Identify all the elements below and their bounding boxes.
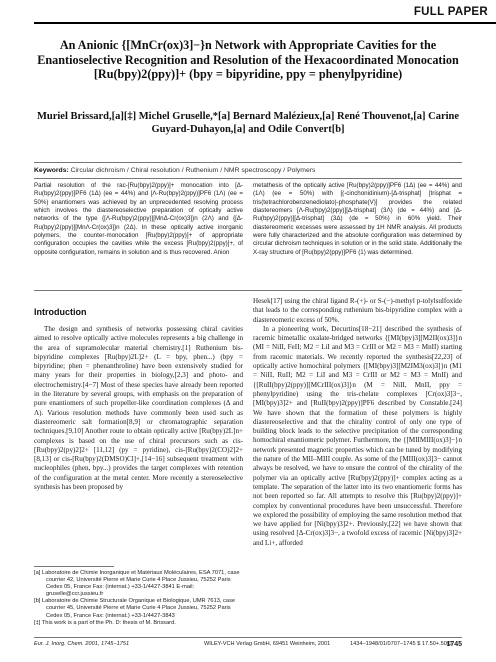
author-list: Muriel Brissard,[a][‡] Michel Gruselle,*[a] Bernard Malézieux,[a] René Thouvenot,[a] Carine Guyard-Duhayon,[a] and Odile Convert[b] [36,111,460,135]
footnote-a: [a] Laboratoire de Chimie Inorganique et Matériaux Moléculaires, ESA 7071, case courrier 42, Université Pierre et Marie Curie 4 Place Jussieu, 75252 Paris Cedex 05, France Fax: (internat.) +33-1/4427-3841 E-mail: gruselle@ccr.jussieu.fr [34,570,240,598]
keywords-rule [34,178,462,179]
keywords-text: Circular dichroism / Chiral resolution / Ruthenium / NMR spectroscopy / Polymers [70,167,316,174]
keywords-line [34,167,462,174]
paragraph: In a pioneering work, Decurtins[18−21] described the synthesis of racemic bimetallic oxalate-bridged networks {[MI(bpy)3][M2II(ox)3]}n (MI = NiII, FeII; M2 = LiI and M3 = CrIII or M2 = M3 = MnII) starting from racemic materials. We recently reported the synthesis[22,23] of optically active homochiral polymers {[MI(bpy)3][M2IM3(ox)3]}n (M1 = NiII, RuII; M2 = LiI and M3 = CrIII or M2 = M3 = MnII) and {[RuII(bpy)2(ppy)][MCrIII(ox)3]}n (M = NiII, MnII, ppy = phenylpyridine) using the tris-chelate complexes [Cr(ox)3]3−, [MI(bpy)3]2+ and [RuII(bpy)2(ppy)]PF6 described by Constable.[24] We have shown that the formation of these polymers is highly diastereoselective and that the chirality control of only one type of building block leads to the selective precipitation of the corresponding homochiral enantiomeric polymer. Furthermore, the {[MIIMIII(ox)3]−}n network presented magnetic properties which can be tuned by modifying the nature of the MII–MIII couple. As some of the [MIII(ox)3]3− cannot always be resolved, we have to ensure the control of the chirality of the polymer via an optically active [Ru(bpy)2(ppy)]+ complex acting as a template. The separation of the latter into its two enantiomeric forms has not been reported so far. All attempts to resolve this [Ru(bpy)2(ppy)]+ complex by conventional procedures have been unsuccessful. Therefore we explored the possibility of employing the same resolution method that we have applied for [Ni(bpy)3]2+. Previously,[22] we have shown that using resolved [Δ-Cr(ox)3]3−, a twofold excess of racemic [Ni(bpy)3]2+ and Li+, afforded [253,324,462,547]
abstract-right: metathesis of the optically active [Ru(bpy)2(ppy)]PF6 (1Δ) (ee = 44%) and (1Λ) (ee = 50%) with [(-cinchonidinium)-[Δ-trisphat] [trisphat = tris(tetrachlorobenzenediolato)-phosphate(V)] provides the related diastereomers [Λ-Ru(bpy)2(ppy)][Δ-trisphat] (3Λ) (de = 44%) and [Δ-Ru(bpy)2(ppy)][Δ-trisphat] (3Δ) (de = 50%) in 60% yield. Their diastereomeric excesses were assessed by 1H NMR analysis. All products were fully characterized and the absolute configuration was determined by circular dichroism techniques in solution or in the solid state. Additionally the X-ray structure of [Ru(bpy)2(ppy)]PF6 (1) was determined. [253,182,462,256]
paragraph: The design and synthesis of networks possessing chiral cavities aimed to resolve optically active molecules represents a big challenge in the area of supramolecular material chemistry.[1] Ruthenium bis-bipyridine complexes [Ru(bpy)2L]2+ (L = bpy, phen...) (bpy = bipyridine; phen = phenanthroline) have been extensively studied for many years for their properties in biology,[2,3] and photo- and electrochemistry.[4−7] Most of these species have already been reported in the literature by several groups, with emphasis on the preparation of pure enantiomers of such propeller-like coordination complexes (Δ and Λ). Various resolution methods have commonly been used such as diastereomeric salt formation[8,9] or chromatographic separation techniques.[9,10] Another route to obtain optically active [Ru(bpy)2L]n+ complexes is based on the use of chiral precursors such as cis-[Ru(bpy)2(py)2]2+ [11,12] (py = pyridine), cis-[Ru(bpy)2(CO)2]2+ [8,13] or cis-[Ru(bpy)2(DMSO)Cl]+,[14−16] subsequent treatment with nucleophiles (phen, bpy...) provides the target complexes with retention of the configuration at the metal center. More recently a stereoselective synthesis has been proposed by [34,325,243,492]
footnote-b: [b] Laboratoire de Chimie Structurale Organique et Biologique, UMR 7613, case courrier 45, Université Pierre et Marie Curie 4 Place Jussieu, 75252 Paris Cedex 05, France Fax: (internat.) +33-1/4427-3843 [34,598,236,619]
footnote-thesis: [‡] This work is a part of the Ph. D: thesis of M. Brissard. [34,619,176,626]
issn-line: 1434−1948/01/0707−1745 $ 17.50+.50/0 [350,641,452,647]
top-rule [34,162,462,163]
page-number: 1745 [446,641,462,648]
body-column-left [34,325,243,563]
abstract-left: Partial resolution of the rac-[Ru(bpy)2(ppy)]+ monocation into [Δ-Ru(bpy)2(ppy)]PF6 (1Δ) (ee = 44%) and [Λ-Ru(bpy)2(ppy)]PF6 (1Λ) (ee = 50%) enantiomers was achieved by an unprecedented resolving process which involves the diastereoselective preparation of optically active networks of the type {[Λ-Ru(bpy)2(ppy)][MnΔ-Cr(ox)3]}n (2Λ) and {[Δ-Ru(bpy)2(ppy)][MnΛ-Cr(ox)3]}n (2Δ). In these optically active inorganic polymers, the counter-monocation [Ru(bpy)2(ppy)]+ of appropriate configuration occupies the cavities while the excess [Ru(bpy)2(ppy)]+, of opposite configuration, remains in solution and is thus recovered. Anion [34,182,243,256]
journal-citation: Eur. J. Inorg. Chem. 2001, 1745−1751 [34,641,130,647]
body-column-right [253,297,462,633]
footer-rule [34,637,462,638]
footnote-rule [34,566,114,567]
publisher-line: WILEY-VCH Verlag GmbH, 69451 Weinheim, 2001 [204,641,331,647]
section-label: FULL PAPER [413,6,488,18]
section-heading-introduction: Introduction [34,307,87,317]
paper-title: An Anionic {[MnCr(ox)3]−}n Network with Appropriate Cavities for the Enantioselective Recognition and Resolution of the Hexacoordinated Monocation [Ru(bpy)2(ppy)]+ (bpy = bipyridine, ppy = phenylpyridine) [37,38,459,81]
header-bar [34,6,496,24]
keywords-label: Keywords: [34,167,69,174]
footnotes [34,570,243,627]
abstract-rule [34,290,462,291]
paragraph: Hesek[17] using the chiral ligand R-(+)- or S-(−)-methyl p-tolylsulfoxide that leads to the corresponding ruthenium bis-bipyridine complex with a diastereomeric excess of 50%. [253,297,462,324]
